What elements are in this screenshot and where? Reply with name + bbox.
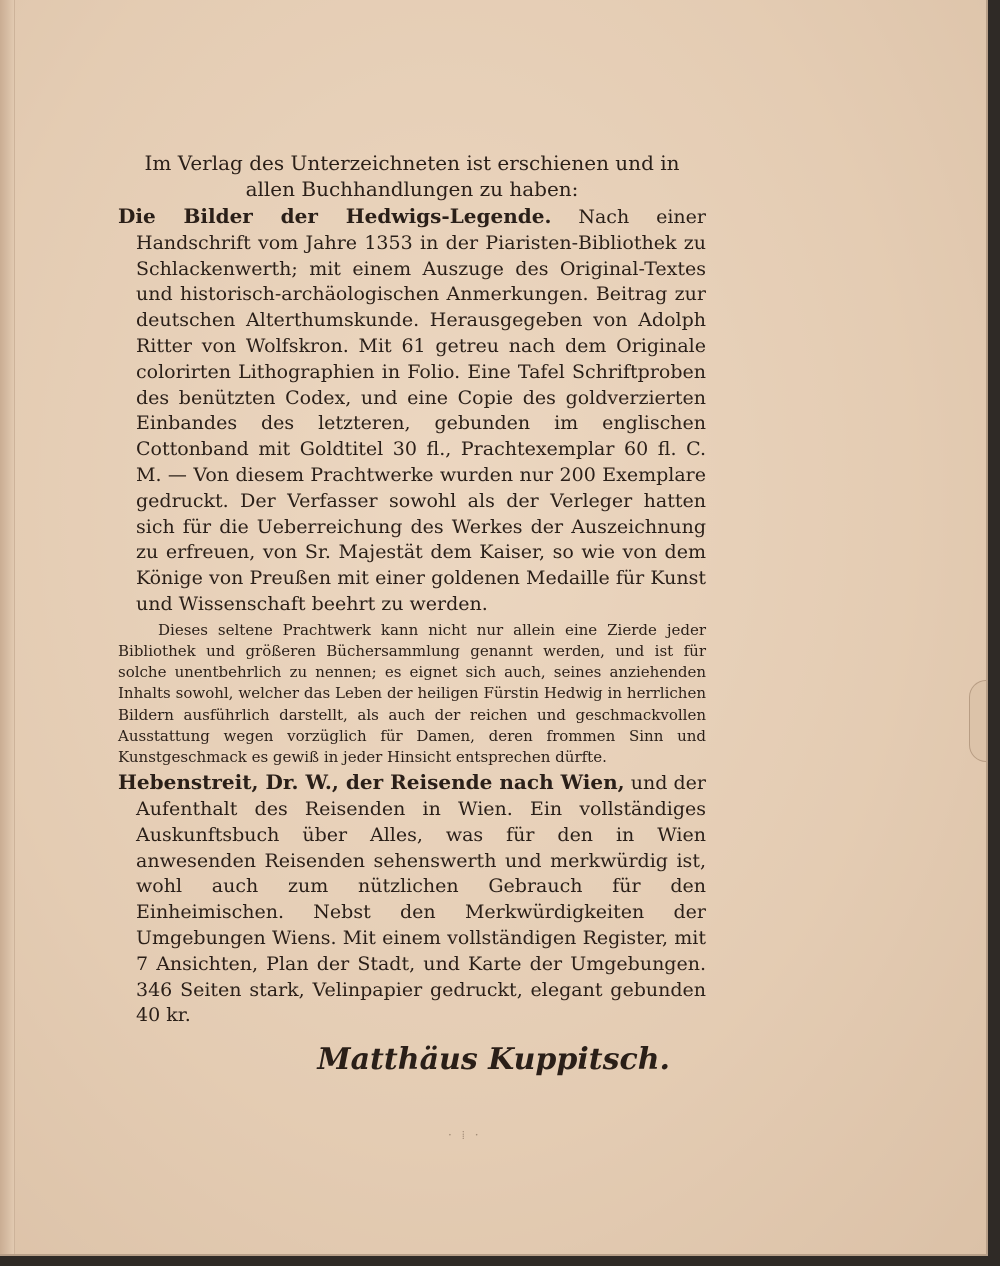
entry-title: Die Bilder der Hedwigs-Legende. (118, 204, 552, 228)
entry-body: Nach einer Handschrift vom Jahre 1353 in der Piaristen-Bibliothek zu Schlackenwerth; mit einem Auszuge des Original-Textes und historisch-archäologischen Anmerkungen. Beitrag zur deutschen Alterthumskunde. Herausgegeben von Adolph Ritter von Wolfskron. Mit 61 getreu nach dem Originale colorirten Lithographien in Folio. Eine Tafel Schriftproben des benützten Codex, und eine Copie des goldverzierten Einbandes des letzteren, gebunden im englischen Cottonband mit Goldtitel 30 fl., Prachtexemplar 60 fl. C. M. — Von diesem Prachtwerke wurden nur 200 Exemplare gedruckt. Der Verfasser sowohl als der Verleger hatten sich für die Ueberreichung des Werkes der Auszeichnung zu erfreuen, von Sr. Majestät dem Kaiser, so wie von dem Könige von Preußen mit einer goldenen Medaille für Kunst und Wissenschaft beehrt zu werden. (136, 206, 706, 615)
entry-note: Dieses seltene Prachtwerk kann nicht nur allein eine Zierde jeder Bibliothek und größeren Büchersammlung genannt werden, und ist für solche unentbehrlich zu nennen; es eignet sich auch, seines anziehenden Inhalts sowohl, welcher das Leben der heiligen Fürstin Hedwig in herrlichen Bildern ausführlich darstellt, als auch der reichen und geschmackvollen Ausstattung wegen vorzüglich für Damen, deren frommen Sinn und Kunstgeschmack es gewiß in jeder Hinsicht entsprechen dürfte. (118, 620, 706, 766)
page-spine-edge (0, 0, 15, 1254)
entry-body: und der Aufenthalt des Reisenden in Wien. Ein vollständiges Auskunftsbuch über Alles, was für den in Wien anwesenden Reisenden sehenswerth und merkwürdig ist, wohl auch zum nützlichen Gebrauch für den Einheimischen. Nebst den Merkwürdigkeiten der Umgebungen Wiens. Mit einem vollständigen Register, mit 7 Ansichten, Plan der Stadt, und Karte der Umgebungen. 346 Seiten stark, Velinpapier gedruckt, elegant gebunden 40 kr. (136, 772, 706, 1027)
entry-reisende-nach-wien (118, 770, 706, 1029)
intro-line: Im Verlag des Unterzeichneten ist erschienen und in allen Buchhandlungen zu haben: (144, 151, 680, 201)
page-tab-notch (969, 680, 986, 762)
entry-hedwigs-legende (118, 204, 706, 618)
publisher-signature: Matthäus Kuppitsch. (317, 1042, 670, 1078)
paper-speckle: · ⁞ · (448, 1128, 482, 1142)
advertisement-text (118, 150, 706, 1078)
entry-title: Hebenstreit, Dr. W., der Reisende nach Wien, (118, 770, 625, 795)
